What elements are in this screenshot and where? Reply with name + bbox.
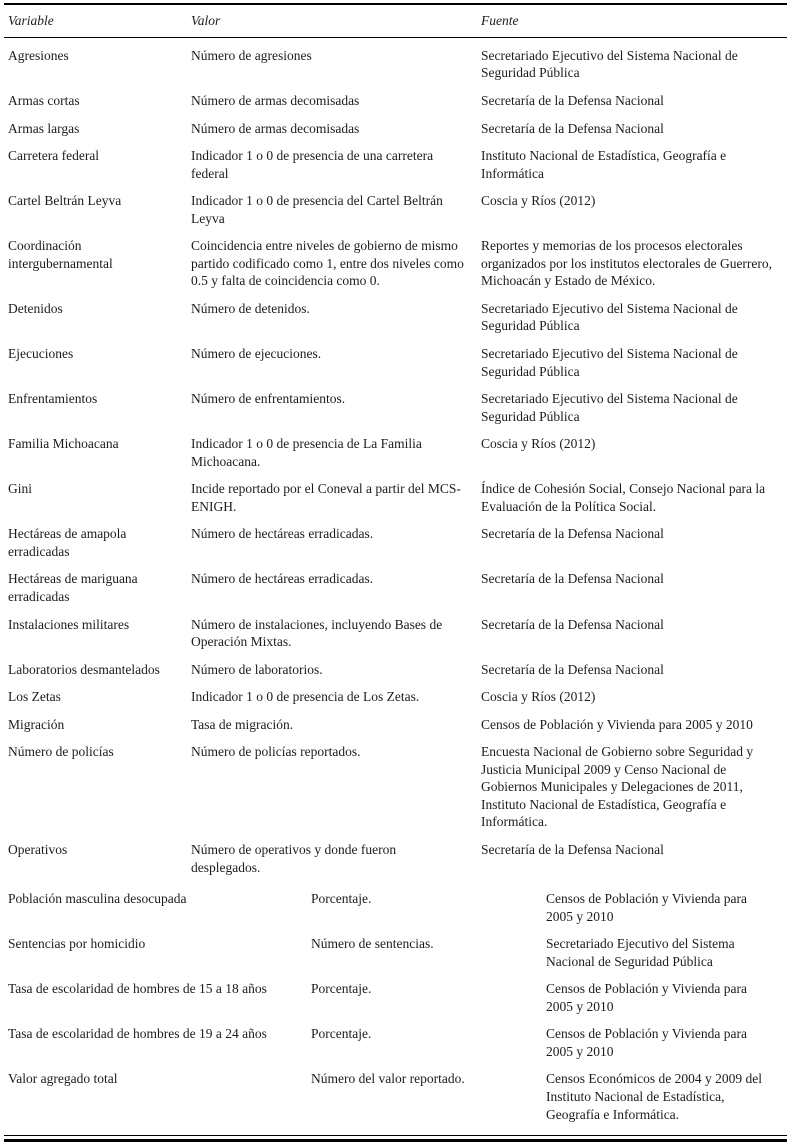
cell-valor: Porcentaje. — [311, 891, 372, 907]
cell-valor: Indicador 1 o 0 de presencia de La Familia Michoacana. — [191, 436, 422, 469]
cell-variable: Armas cortas — [8, 92, 80, 108]
cell-fuente: Secretariado Ejecutivo del Sistema Nacional de Seguridad Pública — [481, 300, 738, 334]
column-header-fuente: Fuente — [477, 5, 787, 37]
cell-valor: Incide reportado por el Coneval a partir del MCS-ENIGH. — [191, 481, 461, 514]
cell-fuente: Encuesta Nacional de Gobierno sobre Seguridad y Justicia Municipal 2009 y Censo Nacional de Gobiernos Municipales y Delegaciones de 2011, Instituto Nacional de Estadística, Geografía e Informática. — [481, 744, 754, 830]
cell-valor: Tasa de migración. — [191, 716, 294, 732]
table-row — [4, 187, 787, 232]
cell-valor: Número de hectáreas erradicadas. — [191, 526, 374, 542]
table-body-secondary — [4, 881, 787, 1128]
cell-variable: Cartel Beltrán Leyva — [8, 193, 122, 209]
table-row — [4, 1065, 787, 1128]
table-row — [4, 232, 787, 295]
cell-variable: Los Zetas — [8, 689, 61, 705]
cell-fuente: Coscia y Ríos (2012) — [481, 193, 596, 209]
cell-valor: Número de hectáreas erradicadas. — [191, 571, 374, 587]
table-row — [4, 975, 787, 1020]
cell-variable: Gini — [8, 481, 33, 497]
table-row — [4, 87, 787, 115]
table-row — [4, 37, 787, 87]
table-row — [4, 836, 787, 881]
cell-variable: Hectáreas de mariguana erradicadas — [8, 571, 138, 604]
cell-fuente: Secretaría de la Defensa Nacional — [481, 616, 664, 632]
cell-valor: Indicador 1 o 0 de presencia de Los Zetas. — [191, 689, 420, 705]
cell-valor: Indicador 1 o 0 de presencia del Cartel Beltrán Leyva — [191, 193, 443, 226]
cell-variable: Laboratorios desmantelados — [8, 661, 160, 677]
table-row — [4, 1020, 787, 1065]
cell-fuente: Secretariado Ejecutivo del Sistema Nacional de Seguridad Pública — [481, 47, 738, 81]
cell-fuente: Secretariado Ejecutivo del Sistema Nacional de Seguridad Pública — [546, 936, 735, 969]
cell-valor: Porcentaje. — [311, 1026, 372, 1042]
cell-fuente: Secretaría de la Defensa Nacional — [481, 842, 664, 858]
table-row — [4, 340, 787, 385]
cell-fuente: Índice de Cohesión Social, Consejo Nacional para la Evaluación de la Política Social. — [481, 481, 766, 514]
cell-variable: Sentencias por homicidio — [8, 936, 146, 952]
cell-variable: Familia Michoacana — [8, 436, 119, 452]
cell-fuente: Censos de Población y Vivienda para 2005 y 2010 — [546, 891, 748, 924]
cell-variable: Tasa de escolaridad de hombres de 15 a 18 años — [8, 981, 267, 997]
cell-fuente: Reportes y memorias de los procesos electorales organizados por los institutos electorales de Guerrero, Michoacán y Estado de México. — [481, 238, 773, 289]
table-row — [4, 520, 787, 565]
table-row — [4, 115, 787, 143]
page — [0, 3, 791, 1142]
cell-valor: Número de instalaciones, incluyendo Bases de Operación Mixtas. — [191, 616, 443, 650]
cell-valor: Porcentaje. — [311, 981, 372, 997]
cell-variable: Migración — [8, 716, 65, 732]
cell-fuente: Secretaría de la Defensa Nacional — [481, 526, 664, 542]
table-row — [4, 683, 787, 711]
table-row — [4, 475, 787, 520]
table-row — [4, 881, 787, 930]
cell-fuente: Instituto Nacional de Estadística, Geografía e Informática — [481, 148, 727, 181]
cell-fuente: Secretaría de la Defensa Nacional — [481, 661, 664, 677]
cell-variable: Armas largas — [8, 120, 80, 136]
table-row — [4, 385, 787, 430]
table-row — [4, 565, 787, 610]
cell-fuente: Secretaría de la Defensa Nacional — [481, 571, 664, 587]
cell-variable: Instalaciones militares — [8, 616, 130, 632]
table-row — [4, 656, 787, 684]
cell-valor: Número de agresiones — [191, 47, 312, 63]
cell-valor: Número de armas decomisadas — [191, 92, 360, 108]
cell-variable: Enfrentamientos — [8, 391, 98, 407]
table-row — [4, 738, 787, 836]
cell-variable: Número de policías — [8, 744, 114, 760]
table-row — [4, 930, 787, 975]
cell-valor: Coincidencia entre niveles de gobierno de mismo partido codificado como 1, entre dos niveles como 0.5 y falta de coincidencia como 0. — [191, 238, 464, 289]
table-header-row — [4, 5, 787, 37]
cell-valor: Número de ejecuciones. — [191, 345, 322, 361]
table-row — [4, 611, 787, 656]
cell-valor: Número de armas decomisadas — [191, 120, 360, 136]
table-row — [4, 142, 787, 187]
table-bottom-rule — [4, 1135, 787, 1142]
table-row — [4, 430, 787, 475]
cell-valor: Número de policías reportados. — [191, 744, 361, 760]
cell-fuente: Coscia y Ríos (2012) — [481, 436, 596, 452]
cell-variable: Hectáreas de amapola erradicadas — [8, 526, 127, 559]
cell-fuente: Secretaría de la Defensa Nacional — [481, 120, 664, 136]
cell-fuente: Coscia y Ríos (2012) — [481, 689, 596, 705]
cell-valor: Indicador 1 o 0 de presencia de una carretera federal — [191, 148, 434, 181]
table-row — [4, 711, 787, 739]
table-body-main — [4, 37, 787, 881]
cell-valor: Número de detenidos. — [191, 300, 310, 316]
cell-valor: Número del valor reportado. — [311, 1071, 465, 1087]
column-header-valor: Valor — [187, 5, 477, 37]
cell-variable: Valor agregado total — [8, 1071, 118, 1087]
cell-valor: Número de laboratorios. — [191, 661, 323, 677]
cell-fuente: Censos de Población y Vivienda para 2005 y 2010 — [546, 981, 748, 1014]
cell-fuente: Censos de Población y Vivienda para 2005 y 2010 — [546, 1026, 748, 1059]
cell-variable: Agresiones — [8, 47, 69, 63]
cell-valor: Número de operativos y donde fueron desplegados. — [191, 842, 397, 875]
cell-fuente: Secretaría de la Defensa Nacional — [481, 92, 664, 108]
cell-variable: Detenidos — [8, 300, 63, 316]
cell-variable: Ejecuciones — [8, 345, 74, 361]
variables-table-secondary — [4, 881, 787, 1128]
column-header-variable: Variable — [4, 5, 187, 37]
cell-fuente: Secretariado Ejecutivo del Sistema Nacional de Seguridad Pública — [481, 391, 738, 424]
table-row — [4, 295, 787, 340]
variables-table-main — [4, 5, 787, 881]
cell-variable: Tasa de escolaridad de hombres de 19 a 24 años — [8, 1026, 267, 1042]
cell-valor: Número de enfrentamientos. — [191, 391, 346, 407]
cell-fuente: Censos Económicos de 2004 y 2009 del Instituto Nacional de Estadística, Geografía e Informática. — [546, 1071, 762, 1122]
cell-variable: Coordinación intergubernamental — [8, 238, 113, 271]
cell-variable: Operativos — [8, 842, 68, 858]
cell-variable: Carretera federal — [8, 148, 100, 164]
cell-fuente: Secretariado Ejecutivo del Sistema Nacional de Seguridad Pública — [481, 345, 738, 379]
cell-valor: Número de sentencias. — [311, 936, 434, 952]
cell-variable: Población masculina desocupada — [8, 891, 187, 907]
cell-fuente: Censos de Población y Vivienda para 2005 y 2010 — [481, 716, 753, 732]
